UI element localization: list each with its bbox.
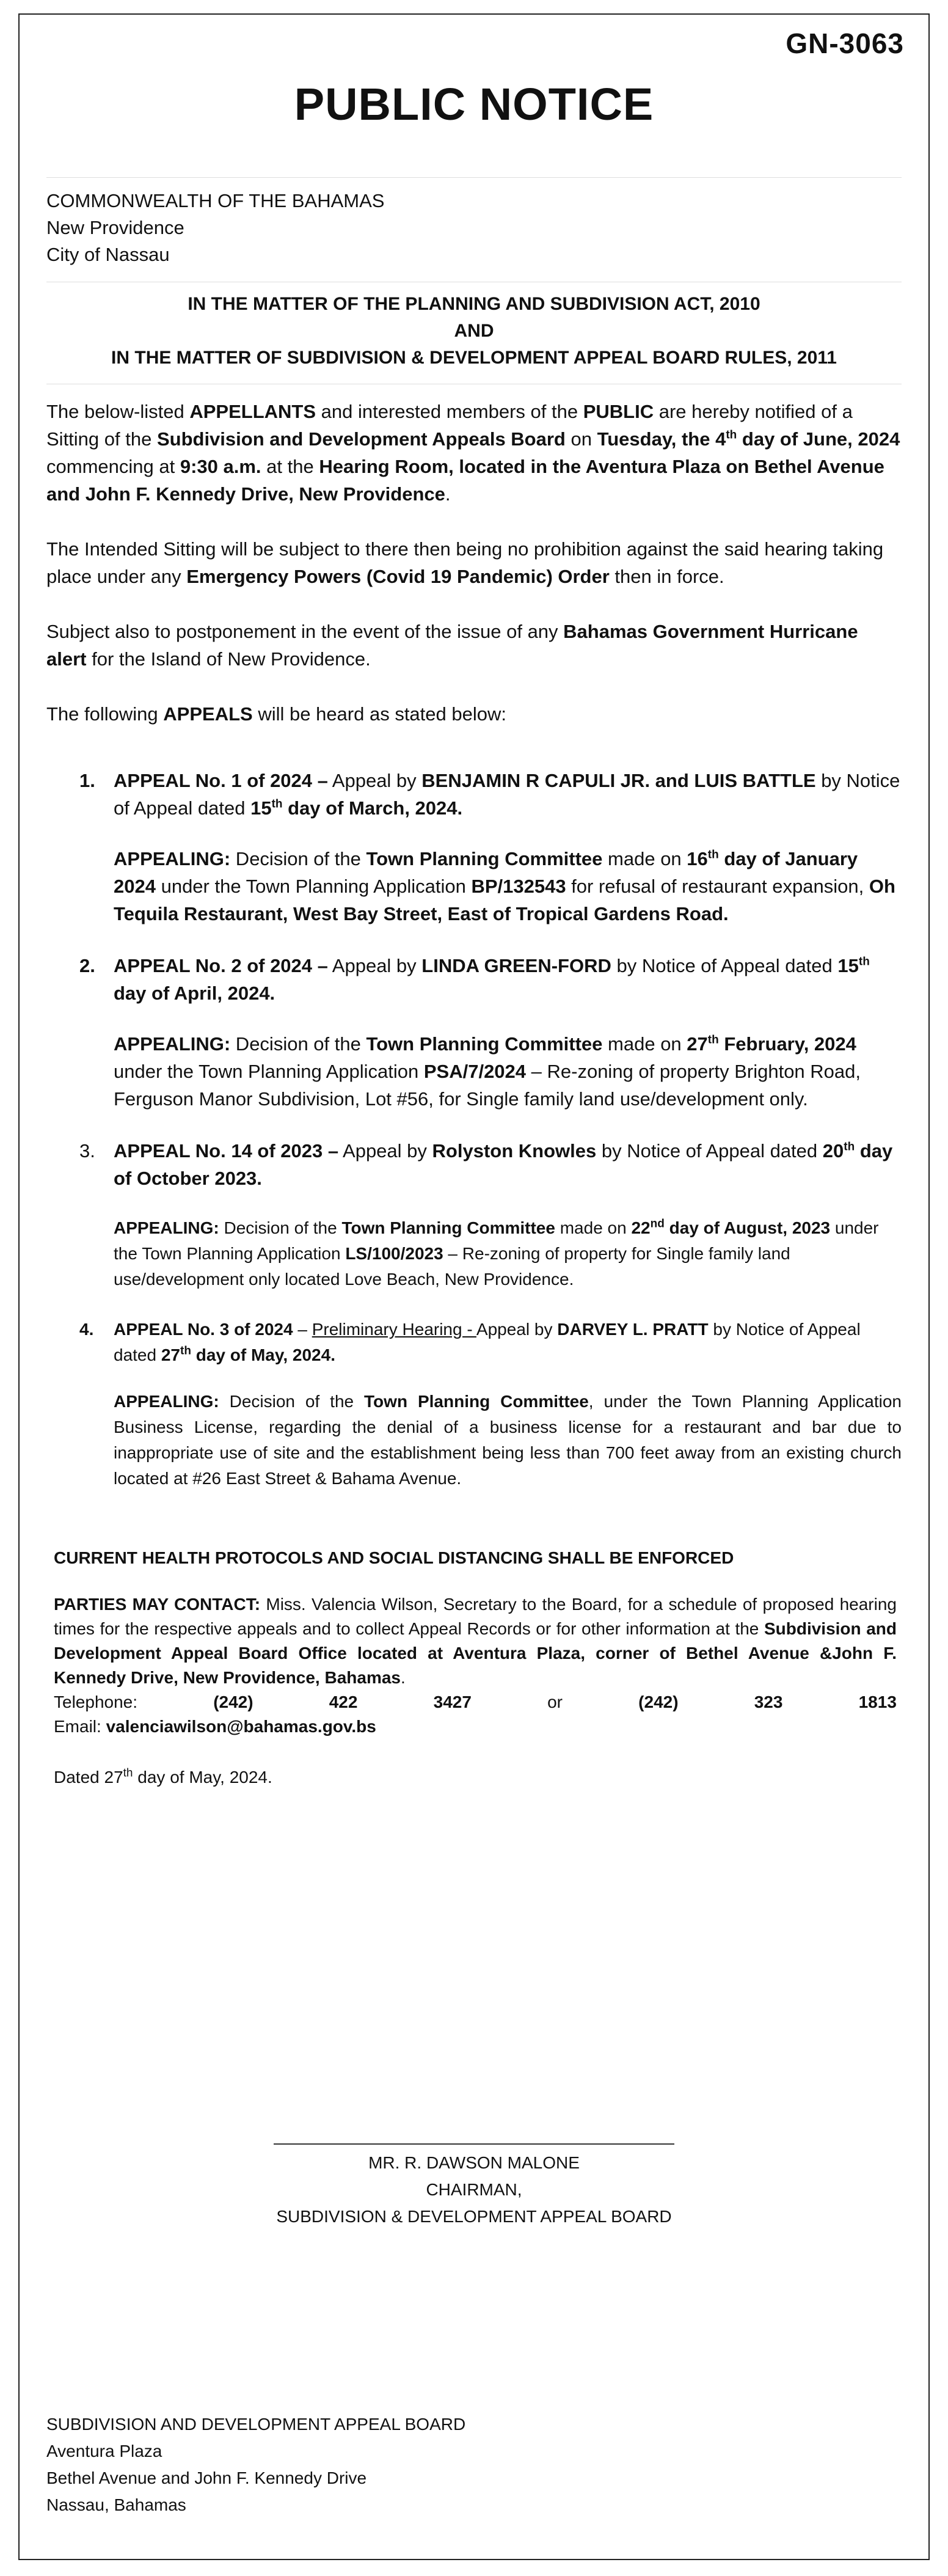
appeal-decision-date bbox=[631, 1218, 830, 1237]
appeal-decision-date-part: 16 bbox=[687, 848, 708, 869]
appeal-date bbox=[250, 797, 462, 819]
appeal-summary bbox=[114, 952, 902, 1007]
telephone-area-code: (242) bbox=[638, 1692, 679, 1711]
appeal-detail bbox=[114, 1215, 902, 1292]
appeal-committee: Town Planning Committee bbox=[366, 848, 603, 869]
appeal-decision-date-part: day of January 2024 bbox=[114, 848, 858, 897]
signatory-title: CHAIRMAN, bbox=[426, 2180, 522, 2199]
postpone-text: Subject also to postponement in the event of the issue of any bbox=[46, 621, 564, 642]
appeal-detail-text: for refusal of restaurant expansion, bbox=[566, 876, 869, 897]
contact-text: Miss. Valencia Wilson, Secretary to the Board, for a schedule of proposed hearing times for the respective appeals and to collect Appeal Records or for other information at the bbox=[54, 1595, 897, 1638]
signatory-name: MR. R. DAWSON MALONE bbox=[368, 2153, 580, 2172]
jurisdiction-country: COMMONWEALTH OF THE BAHAMAS bbox=[46, 190, 385, 211]
appeal-detail bbox=[114, 1030, 902, 1113]
footer-line-3: Bethel Avenue and John F. Kennedy Drive bbox=[46, 2468, 367, 2487]
footer-line-1: SUBDIVISION AND DEVELOPMENT APPEAL BOARD bbox=[46, 2415, 466, 2434]
footer-line-4: Nassau, Bahamas bbox=[46, 2495, 186, 2514]
intro-venue: Hearing Room, located in the Aventura Plaza on Bethel Avenue and John F. Kennedy Drive, New Providence bbox=[46, 456, 884, 505]
dated-part: Dated 27 bbox=[54, 1768, 123, 1787]
intro-time: 9:30 a.m. bbox=[180, 456, 261, 477]
footer-address bbox=[46, 2411, 465, 2519]
footer-line-2: Aventura Plaza bbox=[46, 2442, 162, 2461]
intro-text: on bbox=[565, 428, 597, 450]
appeal-site: Oh Tequila Restaurant, West Bay Street, East of Tropical Gardens Road. bbox=[114, 876, 895, 924]
appeal-decision-date-part: 22 bbox=[631, 1218, 651, 1237]
intro-date bbox=[597, 428, 900, 450]
appeal-title: APPEAL No. 14 of 2023 – bbox=[114, 1140, 339, 1162]
postpone-text: for the Island of New Providence. bbox=[86, 648, 371, 670]
appeal-date-part: day of April, 2024. bbox=[114, 982, 275, 1004]
matter-line-2: AND bbox=[454, 321, 494, 341]
notice-body bbox=[46, 177, 902, 1791]
jurisdiction-island: New Providence bbox=[46, 217, 184, 238]
jurisdiction-city: City of Nassau bbox=[46, 244, 170, 265]
signature-line bbox=[274, 2143, 674, 2145]
notice-code: GN-3063 bbox=[786, 27, 904, 59]
intro-board: Subdivision and Development Appeals Board bbox=[156, 428, 566, 450]
divider bbox=[46, 177, 902, 178]
appeal-detail-text: made on bbox=[602, 1033, 687, 1055]
appeal-decision-date-suffix: th bbox=[707, 1033, 719, 1047]
telephone-row bbox=[54, 1690, 897, 1714]
appealing-label: APPEALING: bbox=[114, 1218, 219, 1237]
postpone-paragraph bbox=[46, 618, 902, 673]
following-text: will be heard as stated below: bbox=[252, 703, 506, 725]
appeal-detail-text: under the Town Planning Application bbox=[114, 1061, 424, 1082]
appeal-committee: Town Planning Committee bbox=[341, 1218, 555, 1237]
appeal-decision-date-part: 27 bbox=[687, 1033, 708, 1055]
appeal-detail-text: Decision of the bbox=[230, 1033, 366, 1055]
appeal-text: Appeal by bbox=[338, 1140, 432, 1162]
appeal-text: by Notice of Appeal dated bbox=[596, 1140, 823, 1162]
dated-line bbox=[54, 1763, 902, 1791]
appeal-detail-text: made on bbox=[555, 1218, 632, 1237]
appeal-date-part: day of May, 2024. bbox=[191, 1345, 335, 1364]
appeal-application-number: BP/132543 bbox=[471, 876, 566, 897]
appeal-summary bbox=[114, 1317, 902, 1368]
telephone-number-part: 1813 bbox=[858, 1692, 897, 1711]
sitting-paragraph bbox=[46, 535, 902, 590]
appeal-detail-text: Decision of the bbox=[230, 848, 366, 869]
sitting-text: then in force. bbox=[609, 566, 724, 587]
appeal-date-suffix: th bbox=[858, 955, 870, 968]
appeal-decision-date-suffix: nd bbox=[650, 1217, 665, 1231]
appeal-text: by Notice of Appeal dated bbox=[114, 1320, 861, 1364]
dated-part: day of May, 2024. bbox=[133, 1768, 272, 1787]
appeal-detail-text: Decision of the bbox=[219, 1218, 342, 1237]
appeal-detail-text: Decision of the bbox=[219, 1392, 365, 1411]
appeal-date-part: 27 bbox=[161, 1345, 181, 1364]
intro-date-suffix: th bbox=[726, 428, 737, 442]
intro-text: are hereby notified of a Sitting of the bbox=[46, 401, 853, 450]
following-text: The following bbox=[46, 703, 164, 725]
appeal-summary bbox=[114, 1137, 902, 1192]
appeal-committee: Town Planning Committee bbox=[366, 1033, 603, 1055]
appeal-decision-date-part: February, 2024 bbox=[718, 1033, 856, 1055]
appeal-detail bbox=[114, 845, 902, 928]
appeal-item-2 bbox=[46, 952, 902, 1113]
intro-date-part: Tuesday, the 4 bbox=[597, 428, 726, 450]
sitting-text: The Intended Sitting will be subject to there then being no prohibition against the said hearing taking place under any bbox=[46, 538, 884, 587]
appeal-detail-text: under the Town Planning Application bbox=[155, 876, 472, 897]
telephone-or: or bbox=[547, 1692, 563, 1711]
email-row bbox=[54, 1714, 897, 1739]
signatory-board: SUBDIVISION & DEVELOPMENT APPEAL BOARD bbox=[276, 2207, 672, 2226]
appealing-label: APPEALING: bbox=[114, 1033, 231, 1055]
contact-office: Subdivision and Development Appeal Board Office located at Aventura Plaza, corner of Bethel Avenue &John F. Kennedy Drive, New Providence, Bahamas bbox=[54, 1619, 897, 1687]
matter-line-3: IN THE MATTER OF SUBDIVISION & DEVELOPMENT APPEAL BOARD RULES, 2011 bbox=[111, 348, 837, 368]
appeal-detail-text: made on bbox=[602, 848, 687, 869]
appeal-appellant: LINDA GREEN-FORD bbox=[421, 955, 611, 976]
appeal-title: APPEAL No. 2 of 2024 – bbox=[114, 955, 328, 976]
intro-text: The below-listed bbox=[46, 401, 190, 422]
intro-paragraph bbox=[46, 398, 902, 508]
appeal-date-part: day of October 2023. bbox=[114, 1140, 893, 1189]
appeal-detail-text: – Re-zoning of property Brighton Road, Ferguson Manor Subdivision, Lot #56, for Single family land use/development only. bbox=[114, 1061, 861, 1110]
appeal-text: Appeal by bbox=[327, 770, 422, 791]
appeal-detail-text: – Re-zoning of property for Single family land use/development only located Love Beach, New Providence. bbox=[114, 1244, 790, 1289]
appeal-date-suffix: th bbox=[180, 1344, 191, 1358]
telephone-number-part: 422 bbox=[329, 1692, 358, 1711]
appeal-appellant: DARVEY L. PRATT bbox=[557, 1320, 709, 1339]
health-protocols-notice: CURRENT HEALTH PROTOCOLS AND SOCIAL DISTANCING SHALL BE ENFORCED bbox=[54, 1548, 734, 1567]
appeal-text: – bbox=[293, 1320, 312, 1339]
appeal-decision-date-part: day of August, 2023 bbox=[664, 1218, 831, 1237]
email-label: Email: bbox=[54, 1717, 106, 1736]
appeal-title: APPEAL No. 1 of 2024 – bbox=[114, 770, 328, 791]
appeal-date bbox=[161, 1345, 335, 1364]
appeal-number: 2. bbox=[79, 955, 95, 976]
appealing-label: APPEALING: bbox=[114, 1392, 219, 1411]
telephone-number-part: 323 bbox=[754, 1692, 783, 1711]
intro-text: . bbox=[445, 483, 451, 505]
appeal-date-part: 15 bbox=[250, 797, 272, 819]
appeal-date-part: day of March, 2024. bbox=[282, 797, 463, 819]
appeal-summary bbox=[114, 767, 902, 822]
matter-line-1: IN THE MATTER OF THE PLANNING AND SUBDIVISION ACT, 2010 bbox=[188, 294, 760, 314]
appeal-item-3 bbox=[46, 1137, 902, 1292]
intro-text: commencing at bbox=[46, 456, 180, 477]
appeal-committee: Town Planning Committee bbox=[364, 1392, 589, 1411]
appeal-number: 3. bbox=[79, 1140, 95, 1162]
appeal-item-4 bbox=[46, 1317, 902, 1491]
intro-appellants: APPELLANTS bbox=[189, 401, 316, 422]
appeal-decision-date-suffix: th bbox=[707, 848, 719, 862]
appeal-number: 1. bbox=[79, 770, 95, 791]
contact-paragraph bbox=[54, 1592, 897, 1690]
following-appeals: APPEALS bbox=[163, 703, 253, 725]
appeal-decision-date bbox=[687, 1033, 856, 1055]
jurisdiction-block bbox=[46, 188, 902, 268]
appeal-date-suffix: th bbox=[844, 1140, 855, 1154]
appeal-application-number: LS/100/2023 bbox=[345, 1244, 443, 1263]
appeal-date-part: 15 bbox=[837, 955, 859, 976]
matter-heading bbox=[46, 291, 902, 371]
dated-suffix: th bbox=[123, 1766, 133, 1780]
appealing-label: APPEALING: bbox=[114, 848, 231, 869]
notice-title: PUBLIC NOTICE bbox=[294, 79, 654, 130]
contact-block bbox=[54, 1592, 897, 1739]
intro-text: at the bbox=[261, 456, 319, 477]
signature-block bbox=[0, 2143, 948, 2230]
appeal-text: by Notice of Appeal dated bbox=[114, 770, 900, 819]
intro-date-part: day of June, 2024 bbox=[737, 428, 900, 450]
intro-text: and interested members of the bbox=[316, 401, 583, 422]
appeal-appellant: BENJAMIN R CAPULI JR. and LUIS BATTLE bbox=[421, 770, 816, 791]
appeal-date-suffix: th bbox=[271, 797, 283, 811]
appeal-number: 4. bbox=[79, 1320, 94, 1339]
following-paragraph bbox=[46, 700, 902, 728]
appeals-list bbox=[46, 767, 902, 1491]
appeal-item-1 bbox=[46, 767, 902, 928]
postpone-alert: Bahamas Government Hurricane alert bbox=[46, 621, 858, 670]
telephone-area-code: (242) bbox=[213, 1692, 253, 1711]
contact-text: . bbox=[401, 1668, 406, 1687]
telephone-number-part: 3427 bbox=[433, 1692, 472, 1711]
appeal-appellant: Rolyston Knowles bbox=[432, 1140, 597, 1162]
appeal-application-number: PSA/7/2024 bbox=[423, 1061, 527, 1082]
appeal-detail-text: under the Town Planning Application bbox=[114, 1218, 879, 1263]
sitting-order: Emergency Powers (Covid 19 Pandemic) Order bbox=[186, 566, 610, 587]
intro-public: PUBLIC bbox=[583, 401, 654, 422]
appeal-detail-text: , under the Town Planning Application Business License, regarding the denial of a business license for a restaurant and bar due to inappropriate use of site and the establishment being less than 700 feet away from an existing church located at #26 East Street & Bahama Avenue. bbox=[114, 1392, 902, 1488]
appeal-date-part: 20 bbox=[822, 1140, 844, 1162]
contact-label: PARTIES MAY CONTACT: bbox=[54, 1595, 261, 1614]
appeal-text: Appeal by bbox=[327, 955, 422, 976]
appeal-detail bbox=[114, 1389, 902, 1491]
appeal-title: APPEAL No. 3 of 2024 bbox=[114, 1320, 293, 1339]
email-address: valenciawilson@bahamas.gov.bs bbox=[106, 1717, 376, 1736]
appeal-text: Appeal by bbox=[476, 1320, 558, 1339]
appeal-text: by Notice of Appeal dated bbox=[611, 955, 838, 976]
appeal-preliminary-hearing: Preliminary Hearing - bbox=[312, 1320, 476, 1339]
telephone-label: Telephone: bbox=[54, 1692, 138, 1711]
